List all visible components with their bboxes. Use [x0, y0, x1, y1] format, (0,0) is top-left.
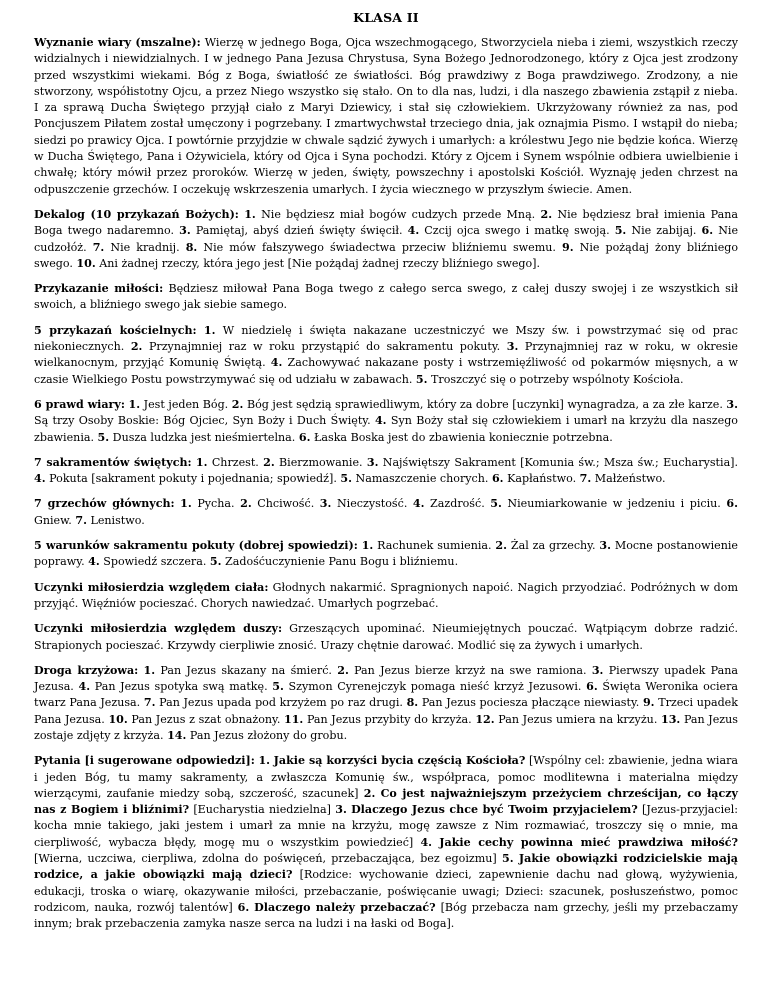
- item-number: 11.: [283, 712, 304, 726]
- item-number: 14.: [167, 728, 187, 742]
- item-number: 4.: [34, 472, 46, 486]
- item-number: 8.: [406, 696, 419, 710]
- item-text: Najświętszy Sakrament [Komunia św.; Msza św.; Eucharystia].: [382, 455, 739, 469]
- item-text: Przynajmniej raz w roku, w okresie wielkanocnym, przyjąć Komunię Świętą.: [34, 340, 738, 370]
- list-item: [299, 431, 613, 444]
- section-dekalog: [34, 207, 738, 272]
- item-text: W niedzielę i święta nakazane uczestniczyć we Mszy św. i powstrzymać się od prac niekoniecznych.: [34, 323, 738, 354]
- item-text: Łaska Boska jest do zbawienia koniecznie potrzebna.: [313, 430, 613, 444]
- item-text: Pan Jezus umiera na krzyżu.: [498, 712, 658, 726]
- item-text: Przynajmniej raz w roku przystąpić do sakramentu pokuty.: [148, 340, 501, 354]
- list-item: [93, 241, 180, 254]
- list-item: [232, 398, 723, 411]
- question-text: Dlaczego Jezus chce być Twoim przyjacielem?: [351, 803, 638, 817]
- item-number: 4.: [407, 224, 420, 238]
- list-item: [337, 664, 586, 677]
- section-text: Głodnych nakarmić. Spragnionych napoić. Nagich przyodziać. Podróżnych w dom przyjąć. Więźniów pocieszać. Chorych nawiedzać. Umarłych pogrzebać.: [34, 580, 738, 610]
- item-text: Pan Jezus skazany na śmierć.: [160, 663, 332, 677]
- item-number: 2.: [231, 397, 244, 411]
- item-number: 5.: [209, 555, 222, 569]
- item-number: 5.: [614, 224, 627, 238]
- section-koscielne: [34, 323, 738, 388]
- item-text: Bóg jest sędzią sprawiedliwym, który za dobre [uczynki] wynagradza, a za złe karze.: [246, 397, 723, 411]
- answer-text: [Rodzice: wychowanie dzieci, zapewnienie dachu nad głową, wyżywienia, edukacji, troska o wiarę, okazywanie miłości, przebaczanie, poświęcanie uwagi; Dzieci: szacunek, posłuszeństwo, pomoc rodzicom, nauka, rozwój talentów]: [34, 868, 738, 914]
- section-title: Wyznanie wiary (mszalne):: [34, 36, 201, 49]
- list-item: [362, 539, 492, 552]
- list-item: [98, 431, 296, 444]
- item-number: 5.: [97, 430, 110, 444]
- item-number: 4.: [270, 356, 283, 370]
- section-title: 6 prawd wiary:: [34, 397, 125, 411]
- list-item: [179, 224, 402, 237]
- question-text: Jakie obowiązki rodzicielskie mają rodzice, a jakie obowiązki mają dzieci?: [34, 852, 738, 882]
- section-pytania: [34, 753, 738, 932]
- list-item: [186, 241, 556, 254]
- item-number: 3.: [179, 224, 191, 238]
- item-text: Pan Jezus zostaje zdjęty z krzyża.: [34, 712, 738, 742]
- item-number: 6.: [586, 680, 598, 694]
- item-number: 1.: [361, 539, 374, 553]
- item-number: 5.: [415, 372, 428, 386]
- item-number: 1.: [244, 207, 256, 221]
- item-number: 1.: [203, 323, 216, 337]
- question-number: 4.: [420, 835, 433, 849]
- item-text: Syn Boży stał się człowiekiem i umarł na krzyżu dla naszego zbawienia.: [34, 414, 738, 444]
- item-number: 1.: [195, 455, 208, 469]
- item-text: Nie mów fałszywego świadectwa przeciw bliźniemu swemu.: [203, 240, 556, 254]
- list-item: [75, 514, 144, 527]
- item-number: 10.: [76, 256, 96, 270]
- answer-text: [Wierna, uczciwa, cierpliwa, zdolna do poświęceń, przebaczająca, bez egoizmu]: [34, 852, 497, 866]
- item-text: Bierzmowanie.: [279, 455, 363, 469]
- item-number: 4.: [78, 680, 91, 694]
- item-text: Pycha.: [197, 497, 235, 511]
- item-number: 13.: [660, 712, 681, 726]
- item-text: Rachunek sumienia.: [377, 539, 492, 553]
- item-number: 5.: [340, 472, 352, 486]
- item-number: 2.: [240, 497, 252, 511]
- item-text: Troszczyć się o potrzeby wspólnoty Kościoła.: [431, 372, 684, 386]
- item-number: 2.: [495, 539, 508, 553]
- item-text: Kapłaństwo.: [507, 472, 577, 486]
- section-milosc: [34, 281, 738, 314]
- item-text: Są trzy Osoby Boskie: Bóg Ojciec, Syn Boży i Duch Święty.: [34, 414, 371, 428]
- list-item: [129, 398, 229, 411]
- list-item: [131, 340, 500, 353]
- item-text: Szymon Cyrenejczyk pomaga nieść krzyż Jezusowi.: [288, 680, 582, 694]
- item-number: 7.: [75, 513, 87, 527]
- question-number: 1.: [258, 754, 271, 768]
- item-text: Żal za grzechy.: [510, 539, 596, 553]
- question-text: Dlaczego należy przebaczać?: [254, 900, 436, 914]
- section-text: Wierzę w jednego Boga, Ojca wszechmogącego, Stworzyciela nieba i ziemi, wszystkich rzeczy widzialnych i niewidzialnych. I w jednego Pana Jezusa Chrystusa, Syna Bożego Jednorodzonego, który z Ojca jest zrodzony przed wszystkimi wiekami. Bóg z Boga, światłość ze światłości. Bóg prawdziwy z Boga prawdziwego. Zrodzony, a nie stworzony, współistotny Ojcu, a przez Niego wszystko się stało. On to dla nas, ludzi, i dla naszego zbawienia zstąpił z nieba. I za sprawą Ducha Świętego przyjął ciało z Maryi Dziewicy, i stał się człowiekiem. Ukrzyżowany również za nas, pod Poncjuszem Piłatem został umęczony i pogrzebany. I zmartwychwstał trzeciego dnia, jak oznajmia Pismo. I wstąpił do nieba; siedzi po prawicy Ojca. I powtórnie przyjdzie w chwale sądzić żywych i umarłych: a królestwu Jego nie będzie końca. Wierzę w Ducha Świętego, Pana i Ożywiciela, który od Ojca i Syna pochodzi. Który z Ojcem i Synem wspólnie odbiera uwielbienie i chwałę; który mówił przez proroków. Wierzę w jeden, święty, powszechny i apostolski Kościół. Wyznaję jeden chrzest na odpuszczenie grzechów. I oczekuję wskrzeszenia umarłych. I życia wiecznego w przyszłym świecie. Amen.: [34, 36, 738, 196]
- item-text: Pan Jezus pociesza płaczące niewiasty.: [421, 696, 640, 710]
- list-item: [210, 555, 458, 568]
- section-title: 5 przykazań kościelnych:: [34, 323, 197, 337]
- list-item: [196, 456, 259, 469]
- list-item: [144, 696, 403, 709]
- item-text: Święta Weronika ociera twarz Pana Jezusa.: [34, 680, 739, 710]
- question-number: 5.: [502, 852, 514, 866]
- item-number: 1.: [143, 663, 156, 677]
- item-number: 1.: [128, 397, 141, 411]
- list-item: [144, 664, 332, 677]
- item-number: 2.: [540, 207, 553, 221]
- list-item: [76, 257, 540, 270]
- list-item: [490, 497, 721, 510]
- item-number: 4.: [374, 414, 387, 428]
- item-text: Mocne postanowienie poprawy.: [34, 539, 738, 569]
- item-text: Nie pożądaj żony bliźniego swego.: [34, 240, 739, 270]
- item-text: Nie będziesz brał imienia Pana Boga twego nadaremno.: [34, 207, 739, 238]
- question-number: 2.: [363, 786, 376, 800]
- section-pokuta: [34, 538, 738, 571]
- item-number: 9.: [562, 240, 574, 254]
- list-item: [167, 729, 347, 742]
- list-item: [492, 472, 576, 485]
- item-text: Chrzest.: [211, 455, 259, 469]
- item-text: Nie będziesz miał bogów cudzych przede Mną.: [261, 207, 536, 221]
- item-number: 2.: [337, 663, 349, 677]
- section-text: Będziesz miłował Pana Boga twego z całego serca swego, z całej duszy swojej i ze wszystkich sił swoich, a bliźniego swego jak siebie samego.: [34, 282, 738, 312]
- section-grzechy: [34, 496, 738, 529]
- section-title: Uczynki miłosierdzia względem ciała:: [34, 580, 269, 594]
- item-number: 7.: [579, 472, 592, 486]
- item-text: Dusza ludzka jest nieśmiertelna.: [112, 430, 296, 444]
- section-sakramenty: [34, 455, 738, 488]
- item-text: Pierwszy upadek Pana Jezusa.: [34, 663, 739, 694]
- list-item: [284, 713, 472, 726]
- list-item: [320, 497, 408, 510]
- list-item: [244, 208, 535, 221]
- item-text: Pan Jezus bierze krzyż na swe ramiona.: [354, 663, 587, 677]
- item-text: Zachowywać nakazane posty i wstrzemięźliwość od pokarmów mięsnych, a w czasie Wielkiego Postu powstrzymywać się od udziału w zabawach.: [34, 356, 738, 386]
- item-number: 4.: [88, 555, 100, 569]
- item-text: Nieczystość.: [336, 497, 408, 511]
- item-text: Pokuta [sakrament pokuty i pojednania; spowiedź].: [49, 472, 337, 486]
- page-title: KLASA II: [353, 10, 419, 25]
- item-text: Pan Jezus złożony do grobu.: [189, 728, 348, 742]
- item-text: Chciwość.: [257, 497, 315, 511]
- list-item: [580, 472, 666, 485]
- item-number: 1.: [180, 497, 192, 511]
- item-number: 10.: [108, 712, 128, 726]
- section-title: Uczynki miłosierdzia względem duszy:: [34, 622, 283, 636]
- section-droga: [34, 663, 738, 744]
- question-text: Co jest najważniejszym przeżyciem chrześcijan, co łączy nas z Bogiem i bliźnimi?: [34, 786, 738, 817]
- list-item: [263, 456, 362, 469]
- item-text: Pamiętaj, abyś dzień święty święcił.: [195, 224, 403, 238]
- list-item: [272, 680, 581, 693]
- list-item: [413, 497, 485, 510]
- item-number: 9.: [642, 696, 655, 710]
- item-text: Małżeństwo.: [594, 472, 666, 486]
- question-number: 6.: [237, 900, 250, 914]
- item-text: Czcij ojca swego i matkę swoją.: [424, 224, 610, 238]
- answer-text: [Jezus-przyjaciel: kocha mnie takiego, jaki jestem i umarł za mnie na krzyżu, mogę zawsze z Nim rozmawiać, troszczy się o mnie, ma cierpliwość, wybacza błędy, mogę mu o wszystkim powiedzieć]: [34, 803, 739, 849]
- item-number: 7.: [92, 240, 105, 254]
- item-number: 3.: [599, 539, 611, 553]
- list-item: [340, 472, 488, 485]
- item-text: Pan Jezus spotyka swą matkę.: [94, 680, 268, 694]
- question-text: Jakie cechy powinna mieć prawdziwa miłość?: [439, 835, 738, 849]
- item-text: Zazdrość.: [430, 497, 485, 511]
- list-item: [407, 696, 640, 709]
- item-number: 3.: [726, 397, 738, 411]
- section-title: Pytania [i sugerowane odpowiedzi]:: [34, 754, 255, 768]
- item-number: 6.: [298, 430, 311, 444]
- section-dusza: [34, 621, 738, 654]
- list-item: [416, 373, 684, 386]
- item-number: 6.: [701, 224, 714, 238]
- item-number: 4.: [412, 497, 425, 511]
- section-title: Droga krzyżowa:: [34, 663, 139, 677]
- question-number: 3.: [335, 803, 347, 817]
- answer-text: [Eucharystia niedzielna]: [193, 803, 331, 817]
- section-title: Przykazanie miłości:: [34, 282, 164, 296]
- item-number: 7.: [143, 696, 156, 710]
- list-item: [615, 224, 697, 237]
- item-number: 5.: [272, 680, 284, 694]
- item-text: Nie cudzołóż.: [34, 224, 739, 254]
- list-item: [408, 224, 610, 237]
- item-text: Spowiedź szczera.: [103, 555, 207, 569]
- item-number: 8.: [185, 240, 198, 254]
- list-item: [108, 713, 280, 726]
- item-text: Nieumiarkowanie w jedzeniu i piciu.: [507, 497, 721, 511]
- section-title: Dekalog (10 przykazań Bożych):: [34, 207, 239, 221]
- section-title: 7 sakramentów świętych:: [34, 455, 192, 469]
- item-text: Nie kradnij.: [110, 240, 180, 254]
- item-text: Nie zabijaj.: [631, 224, 697, 238]
- list-item: [475, 713, 657, 726]
- list-item: [495, 539, 595, 552]
- item-text: Ani żadnej rzeczy, która jego jest [Nie pożądaj żadnej rzeczy bliźniego swego].: [99, 256, 541, 270]
- item-number: 3.: [591, 663, 604, 677]
- item-number: 3.: [366, 455, 379, 469]
- item-number: 6.: [726, 497, 738, 511]
- section-title: 5 warunków sakramentu pokuty (dobrej spowiedzi):: [34, 539, 358, 553]
- item-number: 2.: [130, 340, 143, 354]
- item-text: Pan Jezus upada pod krzyżem po raz drugi.: [159, 696, 403, 710]
- list-item: [88, 555, 206, 568]
- answer-text: [Wspólny cel: zbawienie, jedna wiara i jeden Bóg, tu mamy sakramenty, a zwłaszcza Komunię św., współpraca, pomoc modlitewna i materialna między wierzącymi, zaufanie miedzy sobą, szczerość, szacunek]: [34, 754, 738, 800]
- list-item: [367, 456, 738, 469]
- item-text: Jest jeden Bóg.: [143, 397, 229, 411]
- question-text: Jakie są korzyści bycia częścią Kościoła?: [273, 754, 526, 768]
- item-text: Gniew.: [34, 513, 72, 527]
- section-title: 7 grzechów głównych:: [34, 497, 175, 511]
- item-number: 12.: [475, 712, 495, 726]
- list-item: [34, 472, 337, 485]
- item-text: Trzeci upadek Pana Jezusa.: [34, 696, 738, 726]
- item-text: Pan Jezus z szat obnażony.: [131, 712, 281, 726]
- document-body: [34, 35, 738, 933]
- section-text: Grzeszących upominać. Nieumiejętnych pouczać. Wątpiącym dobrze radzić. Strapionych pocieszać. Krzywdy cierpliwie znosić. Urazy chętnie darować. Modlić się za żywych i umarłych.: [34, 622, 739, 652]
- section-prawdy: [34, 397, 738, 446]
- item-text: Namaszczenie chorych.: [355, 472, 489, 486]
- item-number: 3.: [319, 497, 332, 511]
- section-credo: [34, 35, 738, 198]
- answer-text: [Bóg przebacza nam grzechy, jeśli my przebaczamy innym; brak przebaczenia zamyka nasze serca na ludzi i na łaski od Boga].: [34, 900, 738, 931]
- item-number: 2.: [263, 455, 275, 469]
- item-number: 6.: [491, 472, 504, 486]
- list-item: [180, 497, 234, 510]
- section-cialo: [34, 580, 738, 613]
- list-item: [79, 680, 268, 693]
- item-text: Pan Jezus przybity do krzyża.: [306, 712, 472, 726]
- item-text: Zadośćuczynienie Panu Bogu i bliźniemu.: [225, 555, 459, 569]
- list-item: [240, 497, 314, 510]
- item-number: 3.: [506, 340, 519, 354]
- item-text: Lenistwo.: [90, 513, 145, 527]
- item-number: 5.: [490, 497, 502, 511]
